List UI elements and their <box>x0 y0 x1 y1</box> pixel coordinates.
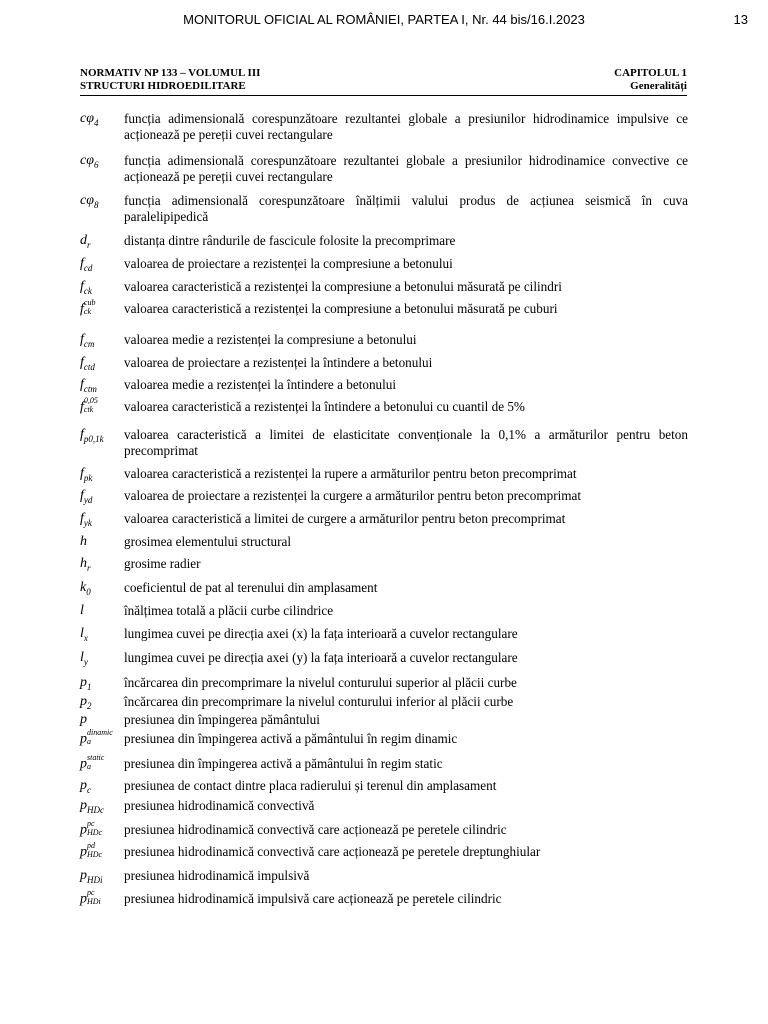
symbol-subscript: 2 <box>87 700 92 711</box>
symbol-subscript: 8 <box>93 199 99 210</box>
definition-text: funcția adimensională corespunzătoare înălțimii valului produs de acțiunea seismică în cuva paralelipipedică <box>124 193 688 224</box>
definition-text: presiunea din împingerea activă a pământului în regim dinamic <box>124 731 458 746</box>
definition-text: valoarea caracteristică a limitei de curgere a armăturilor pentru beton precomprimat <box>124 511 566 526</box>
symbol-base: cφ <box>80 111 94 126</box>
symbol <box>80 427 124 443</box>
symbol <box>80 488 124 504</box>
definition-row <box>80 694 688 710</box>
symbol-indices <box>84 397 98 414</box>
symbol-base: f <box>80 301 84 317</box>
definition-row <box>80 466 688 482</box>
symbol-subscript: a <box>87 762 91 771</box>
symbol-superscript: pc <box>87 888 95 897</box>
symbol-subscript: ctk <box>83 405 94 414</box>
symbol-subscript: HDc <box>87 850 103 859</box>
symbol-base: p <box>80 731 87 747</box>
definition-row <box>80 511 688 527</box>
symbol <box>80 753 124 773</box>
symbol <box>80 193 124 209</box>
symbol <box>80 712 124 728</box>
definition-row <box>80 153 688 185</box>
symbol-superscript: 0,05 <box>83 396 98 405</box>
definition-row <box>80 888 688 907</box>
symbol-base: cφ <box>80 153 94 168</box>
symbol <box>80 279 124 295</box>
symbol-base: p <box>80 756 87 772</box>
symbol-base: p <box>80 778 87 793</box>
symbol <box>80 396 124 416</box>
symbol <box>80 841 124 861</box>
symbol-subscript: 6 <box>93 159 99 170</box>
symbol-base: h <box>80 556 87 571</box>
symbol-base: f <box>80 511 84 526</box>
definition-text: valoarea caracteristică a rezistenței la compresiune a betonului măsurată pe cilindri <box>124 279 562 294</box>
symbol <box>80 355 124 371</box>
symbol-superscript: pd <box>87 841 95 850</box>
symbol-base: p <box>80 675 87 690</box>
document-header <box>80 67 687 96</box>
definition-text: grosimea elementului structural <box>124 534 291 549</box>
definition-text: valoarea medie a rezistenței la întindere a betonului <box>124 377 397 392</box>
definition-row <box>80 279 688 295</box>
definition-text: valoarea caracteristică a rezistenței la compresiune a betonului măsurată pe cuburi <box>124 301 558 316</box>
symbol-base: p <box>80 822 87 838</box>
symbol-base: p <box>80 712 87 727</box>
definition-text: presiunea de contact dintre placa radierului și terenul din amplasament <box>124 778 497 793</box>
symbol-subscript: 1 <box>87 681 92 692</box>
symbol-indices <box>87 754 104 771</box>
definition-row <box>80 111 688 143</box>
definition-text: lungimea cuvei pe direcția axei (y) la fața interioară a cuvelor rectangulare <box>124 650 518 665</box>
symbol-subscript: HDc <box>87 828 103 837</box>
definition-text: presiunea hidrodinamică convectivă care acționează pe peretele dreptunghiular <box>124 844 541 859</box>
symbol-base: l <box>80 603 84 618</box>
symbol <box>80 798 124 814</box>
symbol-base: f <box>80 279 84 294</box>
definition-row <box>80 798 688 814</box>
definition-row <box>80 712 688 728</box>
symbol-base: f <box>80 377 84 392</box>
symbol <box>80 377 124 393</box>
definition-text: valoarea de proiectare a rezistenței la compresiune a betonului <box>124 256 453 271</box>
symbol <box>80 603 124 619</box>
symbol <box>80 626 124 642</box>
symbol-base: l <box>80 626 84 641</box>
definition-text: valoarea caracteristică a rezistenței la întindere a betonului cu cuantil de 5% <box>124 399 525 414</box>
definition-row <box>80 819 688 838</box>
definition-row <box>80 396 688 415</box>
symbol-subscript: 0 <box>86 586 91 597</box>
symbol-subscript: ctd <box>83 361 95 372</box>
symbol <box>80 298 124 318</box>
definition-row <box>80 256 688 272</box>
symbol-base: p <box>80 798 87 813</box>
symbol-indices <box>87 820 102 837</box>
symbol <box>80 728 124 748</box>
symbol-base: p <box>80 868 87 883</box>
symbol-subscript: cm <box>83 338 95 349</box>
symbol-superscript: pc <box>87 819 95 828</box>
symbol-superscript: static <box>87 753 105 762</box>
symbol-indices <box>87 842 102 859</box>
gazette-title: MONITORUL OFICIAL AL ROMÂNIEI, PARTEA I, Nr. 44 bis/16.I.2023 <box>183 12 585 27</box>
definition-row <box>80 778 688 794</box>
symbol-subscript: cd <box>83 262 93 273</box>
symbol-base: d <box>80 233 87 248</box>
definition-row <box>80 233 688 249</box>
normative-title: NORMATIV NP 133 – VOLUMUL III <box>80 67 261 79</box>
definition-text: presiunea hidrodinamică impulsivă care acționează pe peretele cilindric <box>124 891 502 906</box>
definition-text: presiunea hidrodinamică convectivă care acționează pe peretele cilindric <box>124 822 507 837</box>
definition-row <box>80 650 688 666</box>
gazette-header <box>0 12 768 32</box>
definition-text: încărcarea din precomprimare la nivelul conturului superior al plăcii curbe <box>124 675 517 690</box>
definition-row <box>80 753 688 772</box>
page-number: 13 <box>733 12 748 27</box>
symbol-subscript: x <box>83 632 88 643</box>
definition-text: valoarea caracteristică a limitei de elasticitate convenționale la 0,1% a armăturilor pentru beton precomprimat <box>124 427 688 458</box>
symbol <box>80 580 124 596</box>
chapter-subtitle: Generalități <box>630 80 687 92</box>
symbol-base: f <box>80 488 84 503</box>
symbol <box>80 778 124 794</box>
definition-row <box>80 534 688 550</box>
definition-text: lungimea cuvei pe direcția axei (x) la fața interioară a cuvelor rectangulare <box>124 626 518 641</box>
symbol-indices <box>87 729 113 746</box>
symbol-subscript: ck <box>83 307 91 316</box>
definition-row <box>80 298 688 317</box>
symbol-subscript: p0,1k <box>83 433 104 444</box>
symbol <box>80 511 124 527</box>
header-left <box>80 67 260 93</box>
symbol <box>80 819 124 839</box>
symbol-base: f <box>80 466 84 481</box>
symbol-subscript: pk <box>83 472 93 483</box>
definition-text: încărcarea din precomprimare la nivelul conturului inferior al plăcii curbe <box>124 694 514 709</box>
symbol <box>80 466 124 482</box>
definition-text: valoarea de proiectare a rezistenței la întindere a betonului <box>124 355 433 370</box>
symbol-subscript: yk <box>83 517 92 528</box>
definition-text: coeficientul de pat al terenului din amplasament <box>124 580 378 595</box>
definition-row <box>80 626 688 642</box>
definition-text: grosime radier <box>124 556 201 571</box>
definition-row <box>80 728 688 747</box>
symbol-subscript: r <box>87 239 91 250</box>
definition-text: valoarea caracteristică a rezistenței la rupere a armăturilor pentru beton precomprimat <box>124 466 577 481</box>
definition-row <box>80 603 688 619</box>
symbol-base: f <box>80 332 84 347</box>
symbol <box>80 233 124 249</box>
definition-text: înălțimea totală a plăcii curbe cilindrice <box>124 603 334 618</box>
definition-text: presiunea din împingerea activă a pământului în regim static <box>124 756 443 771</box>
symbol <box>80 888 124 908</box>
definition-row <box>80 556 688 572</box>
definition-text: presiunea hidrodinamică impulsivă <box>124 868 310 883</box>
definition-text: valoarea de proiectare a rezistenței la curgere a armăturilor pentru beton precomprimat <box>124 488 582 503</box>
symbol-superscript: dinamic <box>87 728 113 737</box>
definition-text: distanța dintre rândurile de fascicule folosite la precomprimare <box>124 233 456 248</box>
symbol-subscript: ctm <box>83 383 97 394</box>
symbol-base: p <box>80 694 87 709</box>
definition-row <box>80 377 688 393</box>
symbol-indices <box>84 299 96 316</box>
definition-row <box>80 580 688 596</box>
definition-row <box>80 427 688 459</box>
definition-row <box>80 868 688 884</box>
symbol <box>80 153 124 169</box>
definition-row <box>80 488 688 504</box>
symbol-base: l <box>80 650 84 665</box>
symbol-base: f <box>80 355 84 370</box>
symbol <box>80 694 124 710</box>
definition-text: valoarea medie a rezistenței la compresiune a betonului <box>124 332 417 347</box>
definition-text: presiunea din împingerea pământului <box>124 712 320 727</box>
header-right <box>614 67 687 93</box>
definition-text: funcția adimensională corespunzătoare rezultantei globale a presiunilor hidrodinamice convective ce acționează pe pereții cuvei rectangulare <box>124 153 688 184</box>
definition-text: funcția adimensională corespunzătoare rezultantei globale a presiunilor hidrodinamice impulsive ce acționează pe pereții cuvei rectangulare <box>124 111 688 142</box>
symbol-indices <box>87 889 101 906</box>
symbol-subscript: yd <box>83 494 93 505</box>
symbol-base: f <box>80 399 84 415</box>
symbol-subscript: r <box>87 562 91 573</box>
chapter-title: CAPITOLUL 1 <box>614 67 687 79</box>
symbol <box>80 868 124 884</box>
symbol <box>80 675 124 691</box>
symbol <box>80 650 124 666</box>
symbol-superscript: cub <box>83 298 96 307</box>
symbol-subscript: y <box>83 656 88 667</box>
symbol-base: cφ <box>80 193 94 208</box>
symbol-subscript: a <box>87 737 91 746</box>
volume-subtitle: STRUCTURI HIDROEDILITARE <box>80 80 246 92</box>
symbol <box>80 256 124 272</box>
symbol-subscript: ck <box>83 285 92 296</box>
definition-row <box>80 332 688 348</box>
symbol-base: f <box>80 427 84 442</box>
definition-row <box>80 841 688 860</box>
symbol-base: f <box>80 256 84 271</box>
symbol <box>80 534 124 550</box>
symbol <box>80 556 124 572</box>
definition-row <box>80 193 688 225</box>
definition-row <box>80 675 688 691</box>
symbol-base: p <box>80 844 87 860</box>
symbol-subscript: c <box>87 784 91 795</box>
symbol-subscript: HDc <box>87 804 104 815</box>
definition-row <box>80 355 688 371</box>
symbol-base: k <box>80 580 87 595</box>
definition-text: presiunea hidrodinamică convectivă <box>124 798 315 813</box>
symbol-base: h <box>80 534 87 549</box>
symbol <box>80 332 124 348</box>
symbol-base: p <box>80 891 87 907</box>
symbol-subscript: HDi <box>87 874 103 885</box>
symbol-subscript: 4 <box>93 117 99 128</box>
symbol <box>80 111 124 127</box>
symbol-subscript: HDi <box>87 897 101 906</box>
